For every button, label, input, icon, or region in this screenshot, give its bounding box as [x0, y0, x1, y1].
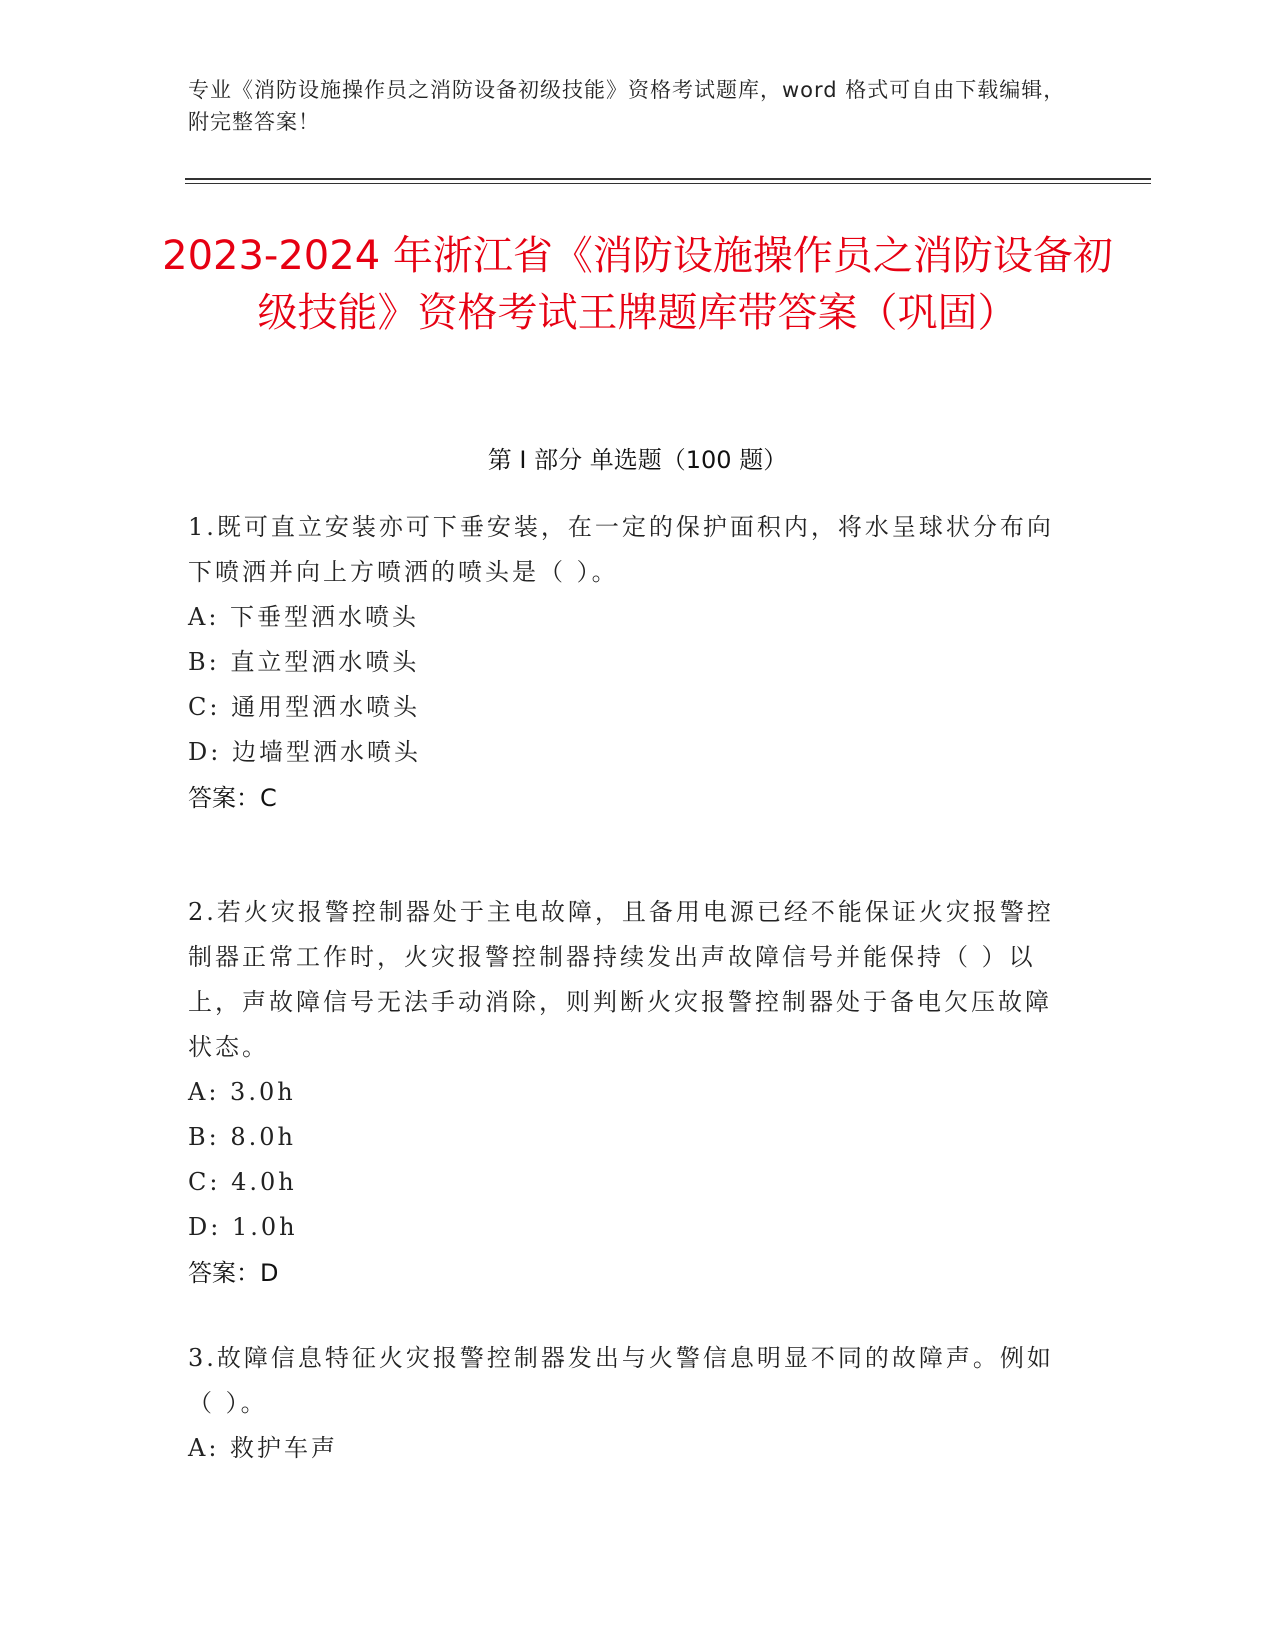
option-d: D: 1.0h — [188, 1213, 298, 1241]
option-c: C: 4.0h — [188, 1168, 297, 1196]
question-1 — [188, 505, 1068, 821]
header-divider-thin — [185, 183, 1151, 184]
option-b: B: 直立型洒水喷头 — [188, 648, 420, 676]
option-a: A: 下垂型洒水喷头 — [188, 603, 420, 631]
option-a: A: 3.0h — [188, 1078, 296, 1106]
question-2 — [188, 890, 1068, 1296]
header-divider-thick — [185, 178, 1151, 180]
answer: 答案：D — [188, 1259, 279, 1287]
question-stem: 2.若火灾报警控制器处于主电故障，且备用电源已经不能保证火灾报警控制器正常工作时，火灾报警控制器持续发出声故障信号并能保持（ ）以上，声故障信号无法手动消除，则判断火灾报警控制器处于备电欠压故障状态。 — [188, 898, 1054, 1061]
option-b: B: 8.0h — [188, 1123, 296, 1151]
question-3 — [188, 1336, 1068, 1471]
document-title: 2023-2024 年浙江省《消防设施操作员之消防设备初级技能》资格考试王牌题库带答案（巩固） — [162, 233, 1113, 336]
option-a: A: 救护车声 — [188, 1434, 339, 1462]
section-heading: 第 I 部分 单选题（100 题） — [487, 446, 788, 474]
option-c: C: 通用型洒水喷头 — [188, 693, 421, 721]
answer: 答案：C — [188, 784, 277, 812]
header-note: 专业《消防设施操作员之消防设备初级技能》资格考试题库，word 格式可自由下载编辑，附完整答案！ — [188, 78, 1066, 134]
question-stem: 3.故障信息特征火灾报警控制器发出与火警信息明显不同的故障声。例如（ ）。 — [188, 1344, 1054, 1417]
option-d: D: 边墙型洒水喷头 — [188, 738, 421, 766]
question-stem: 1.既可直立安装亦可下垂安装，在一定的保护面积内，将水呈球状分布向下喷洒并向上方喷洒的喷头是（ ）。 — [188, 513, 1054, 586]
